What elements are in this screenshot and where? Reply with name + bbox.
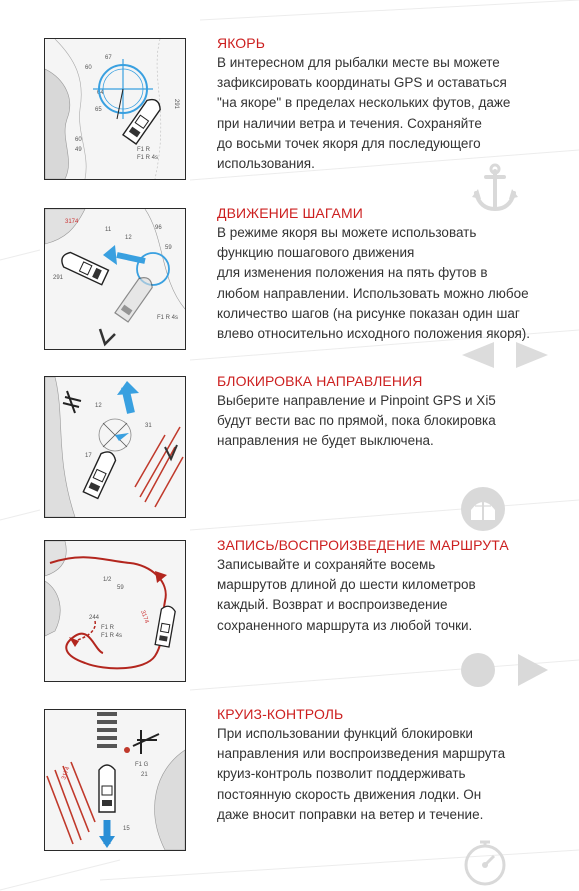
section-heading: БЛОКИРОВКА НАПРАВЛЕНИЯ (217, 373, 423, 389)
svg-text:3174: 3174 (61, 766, 72, 781)
svg-text:1/2: 1/2 (103, 577, 112, 583)
svg-text:17: 17 (85, 453, 92, 459)
svg-text:15: 15 (123, 826, 130, 832)
svg-text:96: 96 (155, 225, 162, 231)
svg-text:244: 244 (89, 615, 100, 621)
svg-text:21: 21 (141, 772, 148, 778)
svg-text:291: 291 (173, 99, 179, 110)
svg-text:60: 60 (85, 65, 92, 71)
track-map-illustration (44, 540, 186, 682)
anchor-map-illustration (44, 38, 186, 180)
step-arrows-icon (460, 340, 550, 370)
step-map-illustration (44, 208, 186, 350)
svg-text:59: 59 (165, 245, 172, 251)
section-description: В режиме якоря вы можете использовать функцию пошагового движения для изменения положения на пять футов в любом направлении. Использовать можно любое количество шагов (на рисунке показан один шаг влево относительно исходного положения якоря). (217, 225, 531, 342)
section-heading: ДВИЖЕНИЕ ШАГАМИ (217, 205, 363, 221)
heading-lock-icon (460, 486, 506, 532)
section-description: При использовании функций блокировки направления или воспроизведения маршрута круиз-контроль позволит поддерживать постоянную скорость движения лодки. Он даже вносит поправки на ветер и течение. (217, 726, 506, 822)
svg-text:F1 G: F1 G (135, 762, 149, 768)
svg-text:F1 R: F1 R (137, 147, 151, 153)
svg-text:11: 11 (105, 227, 112, 233)
svg-text:291: 291 (53, 275, 64, 281)
svg-text:3174: 3174 (139, 609, 150, 625)
section-heading: ЯКОРЬ (217, 35, 266, 51)
svg-text:59: 59 (117, 585, 124, 591)
svg-text:12: 12 (125, 235, 132, 241)
svg-text:31: 31 (145, 423, 152, 429)
section-description: Записывайте и сохраняйте восемь маршрутов длиной до шести километров каждый. Возврат и воспроизведение сохраненного маршрута из любой точки. (217, 557, 476, 633)
svg-text:65: 65 (95, 107, 102, 113)
svg-text:64: 64 (97, 90, 104, 96)
svg-text:F1 R: F1 R (101, 625, 115, 631)
section-heading: ЗАПИСЬ/ВОСПРОИЗВЕДЕНИЕ МАРШРУТА (217, 537, 509, 553)
heading-lock-map-illustration (44, 376, 186, 518)
svg-text:60: 60 (75, 137, 82, 143)
svg-text:3174: 3174 (65, 219, 79, 225)
section-heading: КРУИЗ-КОНТРОЛЬ (217, 706, 344, 722)
cruise-map-illustration (44, 709, 186, 851)
record-play-icon (460, 652, 550, 688)
svg-text:67: 67 (105, 55, 112, 61)
svg-text:12: 12 (95, 403, 102, 409)
svg-text:F1 R 4s: F1 R 4s (137, 155, 159, 161)
cruise-control-icon (462, 840, 508, 886)
section-description: В интересном для рыбалки месте вы можете зафиксировать координаты GPS и оставаться "на якоре" в пределах нескольких футов, даже при наличии ветра и течения. Сохраняйте до восьми точек якоря для последующего использования. (217, 55, 511, 172)
svg-text:49: 49 (75, 147, 82, 153)
svg-text:F1 R 4s: F1 R 4s (157, 315, 179, 321)
section-description: Выберите направление и Pinpoint GPS и Xi5 будут вести вас по прямой, пока блокировка направления не будет выключена. (217, 393, 496, 449)
svg-text:F1 R 4s: F1 R 4s (101, 633, 123, 639)
